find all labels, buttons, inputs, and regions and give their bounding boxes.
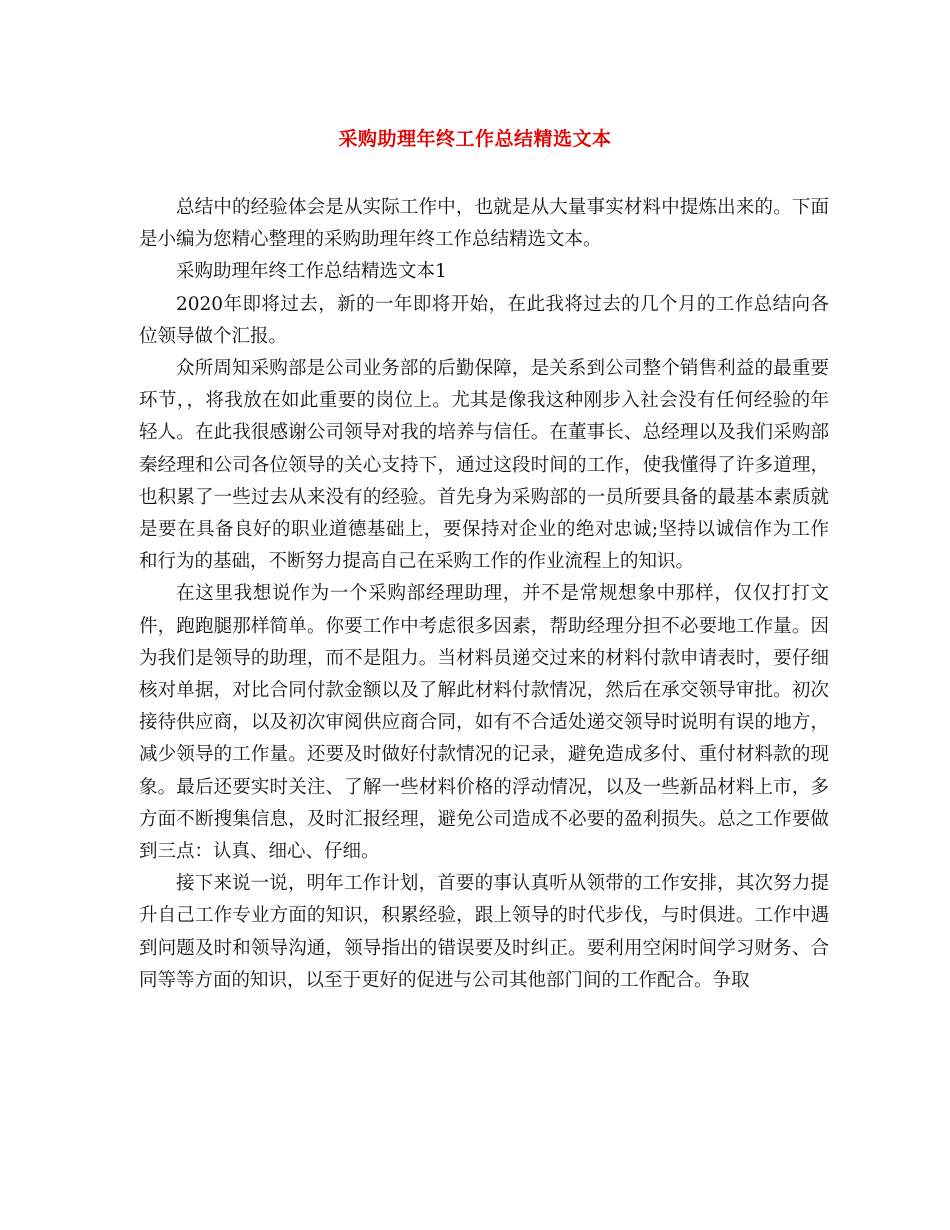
paragraph-assistant-duties: 在这里我想说作为一个采购部经理助理，并不是常规想象中那样，仅仅打打文件，跑跑腿那样简单。你要工作中考虑很多因素，帮助经理分担不必要地工作量。因为我们是领导的助理，而不是阻力。当材料员递交过来的材料付款申请表时，要仔细核对单据，对比合同付款金额以及了解此材料付款情况，然后在承交领导审批。初次接待供应商，以及初次审阅供应商合同，如有不合适处递交领导时说明有误的地方，减少领导的工作量。还要及时做好付款情况的记录，避免造成多付、重付材料款的现象。最后还要实时关注、了解一些材料价格的浮动情况，以及一些新品材料上市，多方面不断搜集信息，及时汇报经理，避免公司造成不必要的盈利损失。总之工作要做到三点：认真、细心、仔细。 (139, 583, 829, 863)
paragraph-next-year-plan: 接下来说一说，明年工作计划，首要的事认真听从领带的工作安排，其次努力提升自己工作专业方面的知识，积累经验，跟上领导的时代步伐，与时俱进。工作中遇到问题及时和领导沟通，领导指出的错误要及时纠正。要利用空闲时间学习财务、合同等等方面的知识，以至于更好的促进与公司其他部门间的工作配合。争取 (139, 873, 829, 991)
paragraph-intro: 总结中的经验体会是从实际工作中，也就是从大量事实材料中提炼出来的。下面是小编为您精心整理的采购助理年终工作总结精选文本。 (139, 197, 829, 251)
paragraph-opening: 2020年即将过去，新的一年即将开始，在此我将过去的几个月的工作总结向各位领导做个汇报。 (139, 293, 829, 347)
paragraph-department-role: 众所周知采购部是公司业务部的后勤保障，是关系到公司整个销售利益的最重要环节，，将我放在如此重要的岗位上。尤其是像我这种刚步入社会没有任何经验的年轻人。在此我很感谢公司领导对我的培养与信任。在董事长、总经理以及我们采购部秦经理和公司各位领导的关心支持下，通过这段时间的工作，使我懂得了许多道理，也积累了一些过去从来没有的经验。首先身为采购部的一员所要具备的最基本素质就是要在具备良好的职业道德基础上，要保持对企业的绝对忠诚;坚持以诚信作为工作和行为的基础，不断努力提高自己在采购工作的作业流程上的知识。 (139, 358, 829, 573)
paragraph-section-heading: 采购助理年终工作总结精选文本1 (176, 261, 447, 283)
document-body (139, 192, 829, 997)
document-title: 采购助理年终工作总结精选文本 (338, 128, 612, 150)
